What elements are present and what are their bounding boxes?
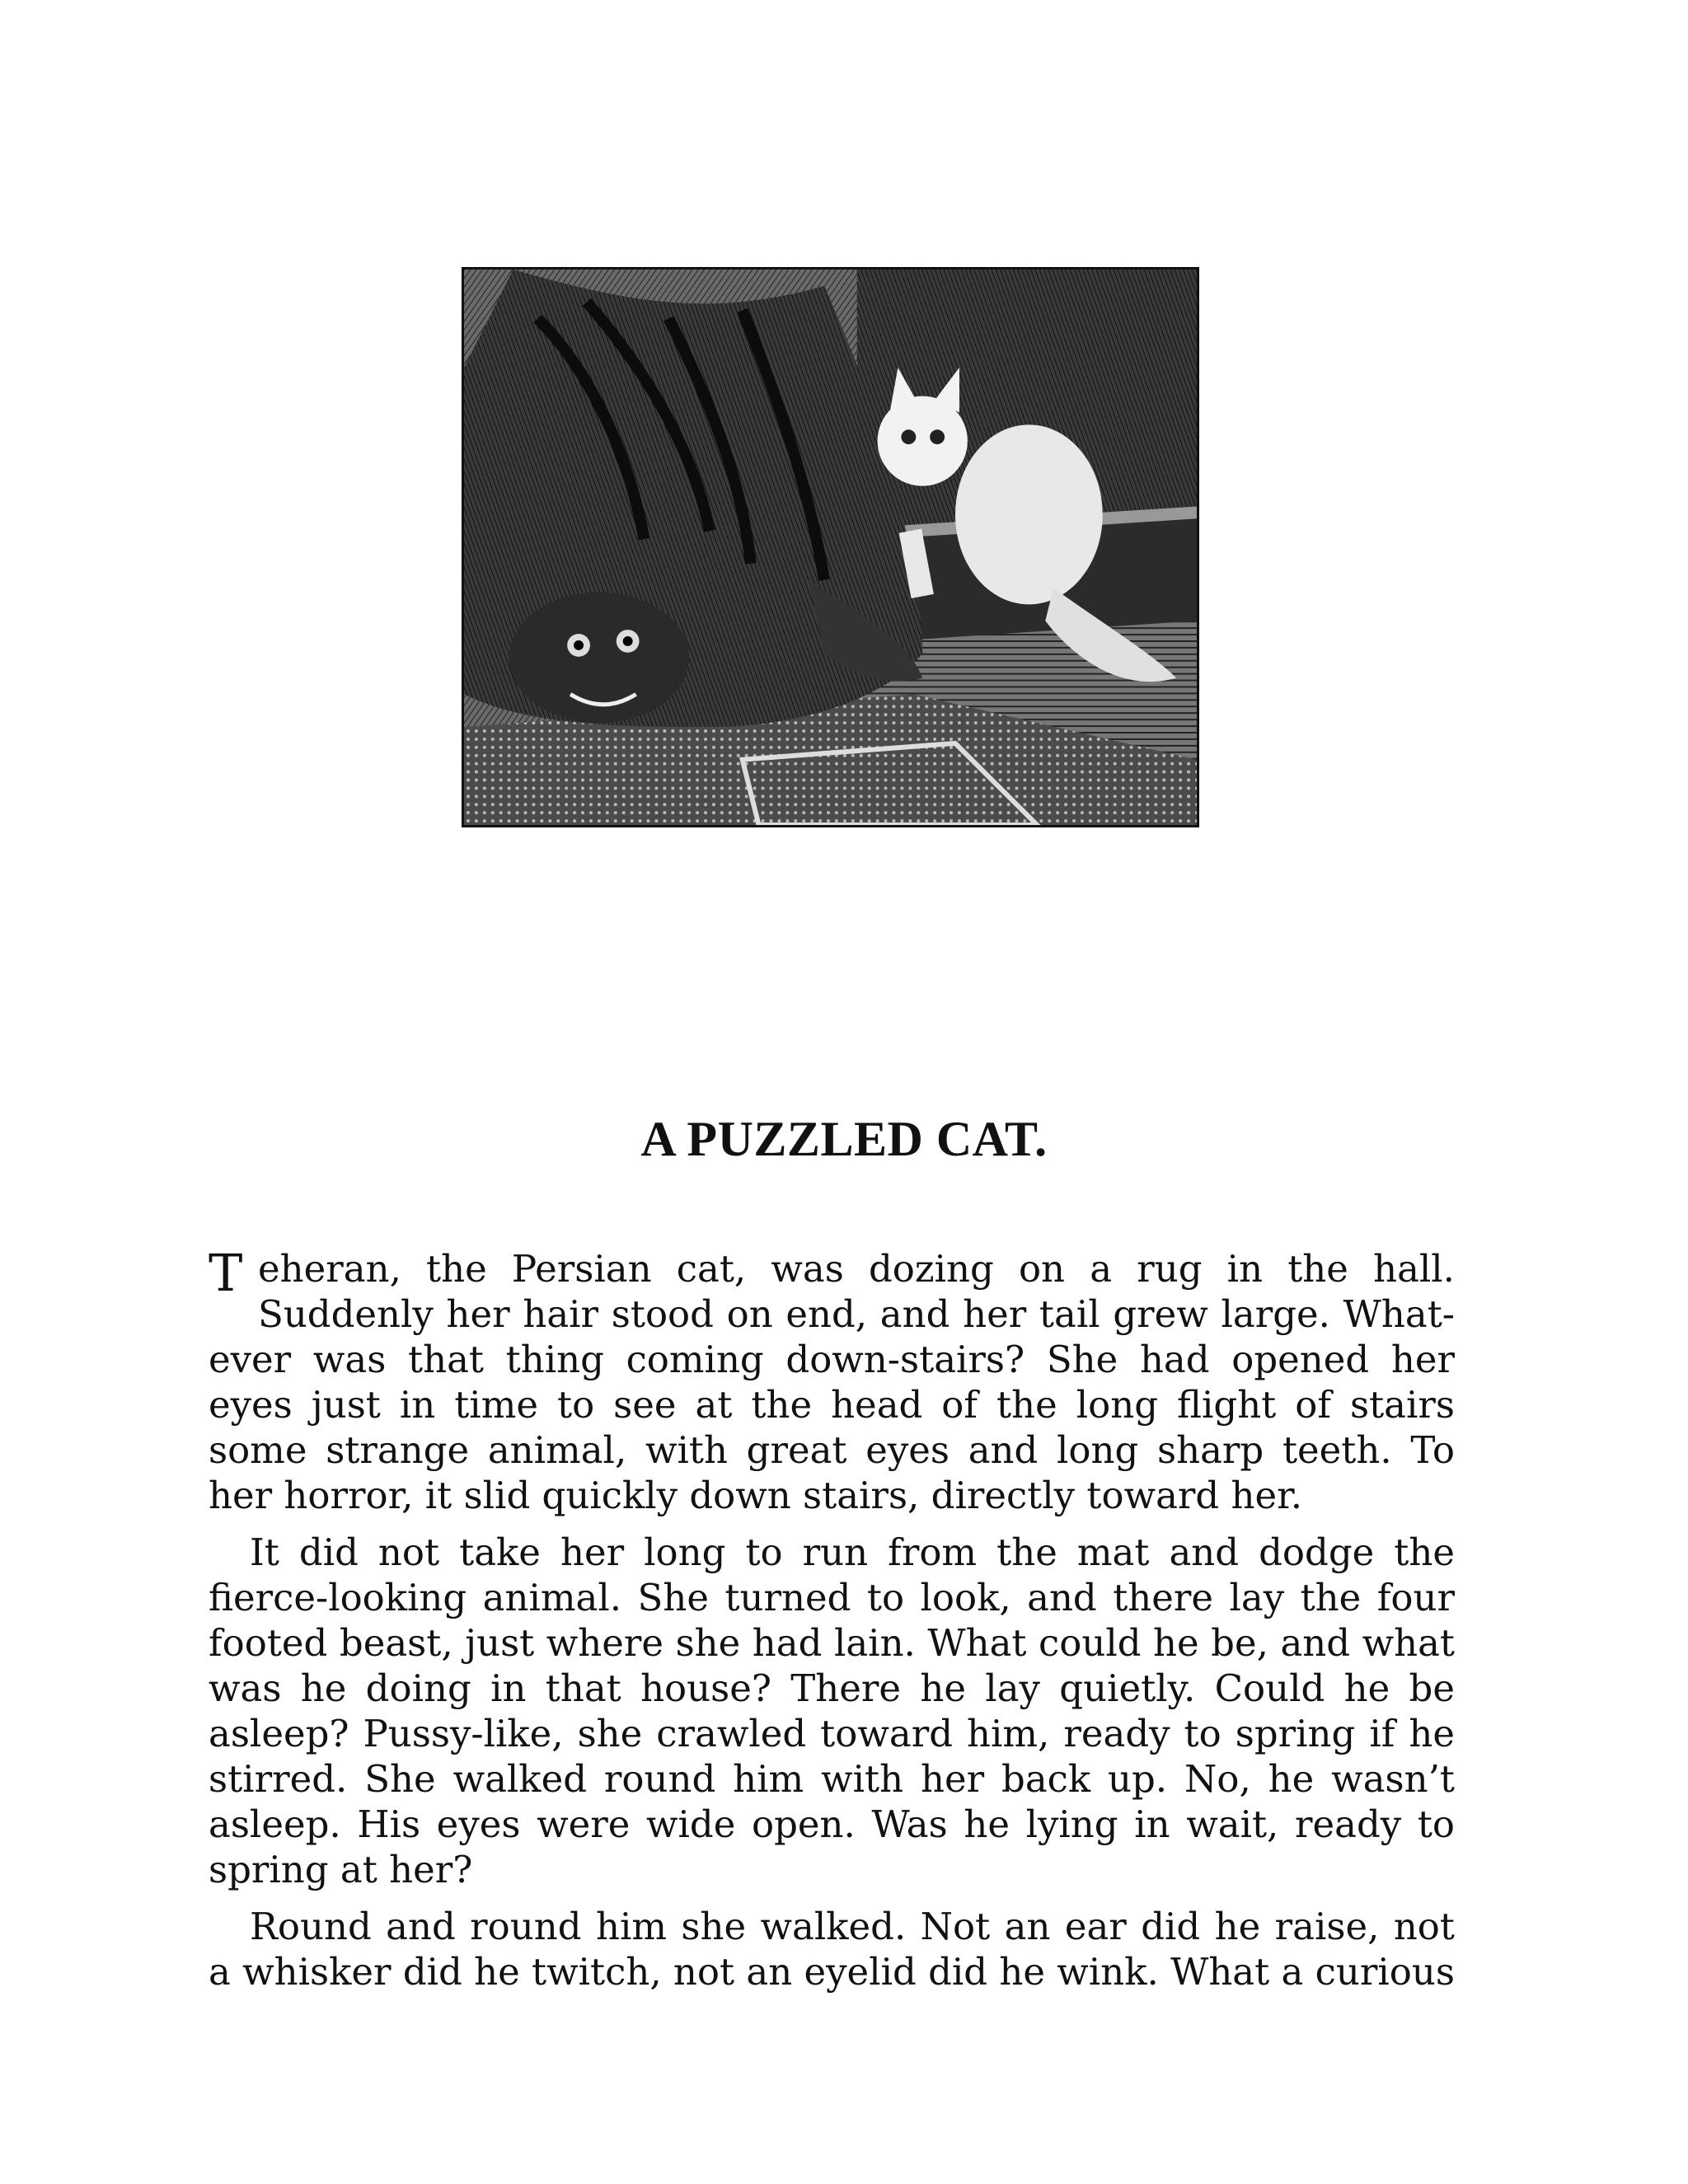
paragraph-2: It did not take her long to run from the mat and dodge the fierce-looking animal. She turned to look, and there lay the four footed beast, just where she had lain. What could he be, and what was he doing in that house? There he lay quietly. Could he be asleep? Pussy-like, she crawled toward him, ready to spring if he stirred. She walked round him with her back up. No, he wasn’t asleep. His eyes were wide open. Was he lying in wait, ready to spring at her? <box>209 1530 1455 1891</box>
story-body <box>209 1243 1455 2006</box>
page-title: A PUZZLED CAT. <box>640 1112 1048 1166</box>
illustration <box>462 267 1199 827</box>
engraving-image <box>464 269 1197 825</box>
paragraph-text: eheran, the Persian cat, was dozing on a rug in the hall. Suddenly her hair stood on end, and her tail grew large. What-ever was that thing coming down-stairs? She had opened her eyes just in time to see at the head of the long flight of stairs some strange animal, with great eyes and long sharp teeth. To her horror, it slid quickly down stairs, directly toward her. <box>209 1247 1455 1517</box>
paragraph-1 <box>209 1243 1455 1518</box>
paragraph-3: Round and round him she walked. Not an ear did he raise, not a whisker did he twitch, not an eyelid did he wink. What a curious <box>209 1905 1455 1994</box>
drop-cap: T <box>209 1243 243 1303</box>
